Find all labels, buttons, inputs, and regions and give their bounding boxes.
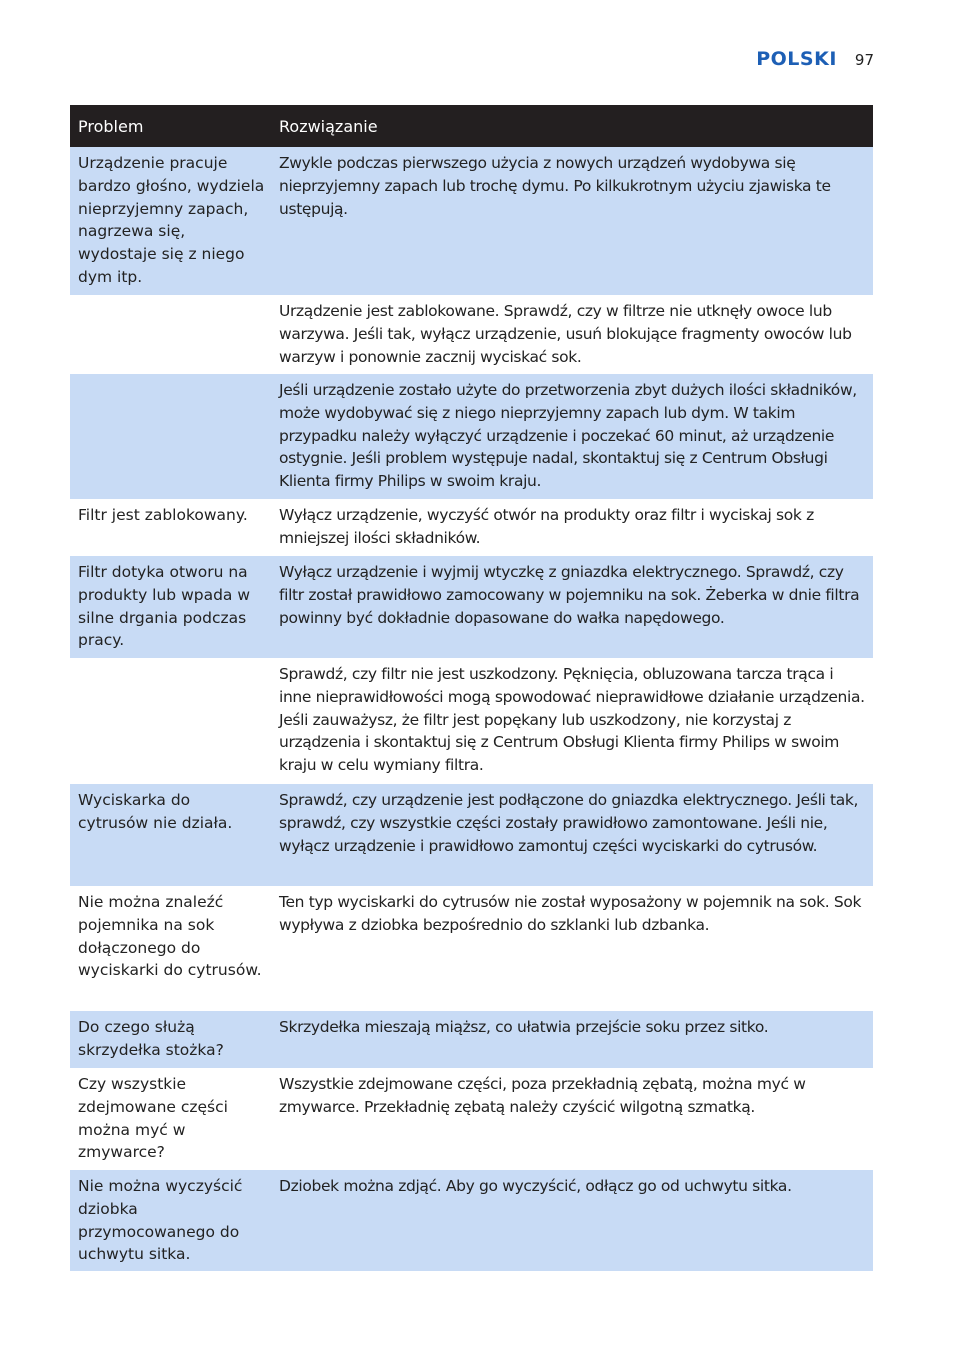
table-row: [70, 556, 873, 658]
problem-cell: Urządzenie pracuje bardzo głośno, wydziela nieprzyjemny zapach, nagrzewa się, wydostaje się z niego dym itp.: [78, 154, 265, 286]
problem-cell: Do czego służą skrzydełka stożka?: [78, 1018, 224, 1059]
column-header-solution: Rozwiązanie: [279, 116, 378, 136]
page-header: [756, 48, 874, 70]
problem-cell: Czy wszystkie zdejmowane części można myć w zmywarce?: [78, 1075, 228, 1162]
solution-cell: Dziobek można zdjąć. Aby go wyczyścić, odłącz go od uchwytu sitka.: [279, 1177, 792, 1195]
page-number: 97: [854, 51, 874, 69]
table-row: [70, 374, 873, 499]
language-label: POLSKI: [756, 48, 837, 70]
solution-cell: Urządzenie jest zablokowane. Sprawdź, czy w filtrze nie utknęły owoce lub warzywa. Jeśli tak, wyłącz urządzenie, usuń blokujące fragmenty owoców lub warzyw i ponownie zacznij wyciskać sok.: [279, 302, 852, 366]
solution-cell: Sprawdź, czy urządzenie jest podłączone do gniazdka elektrycznego. Jeśli tak, sprawdź, czy wszystkie części zostały prawidłowo zamontowane. Jeśli nie, wyłącz urządzenie i prawidłowo zamontuj części wyciskarki do cytrusów.: [279, 791, 859, 855]
solution-cell: Skrzydełka mieszają miąższ, co ułatwia przejście soku przez sitko.: [279, 1018, 769, 1036]
solution-cell: Wyłącz urządzenie i wyjmij wtyczkę z gniazdka elektrycznego. Sprawdź, czy filtr został prawidłowo zamocowany w pojemniku na sok. Żeberka w dnie filtra powinny być dokładnie dopasowane do wałka napędowego.: [279, 563, 860, 627]
column-header-problem: Problem: [78, 116, 144, 136]
table-header: [70, 105, 873, 147]
problem-cell: Filtr dotyka otworu na produkty lub wpada w silne drgania podczas pracy.: [78, 563, 251, 650]
solution-cell: Sprawdź, czy filtr nie jest uszkodzony. Pęknięcia, obluzowana tarcza trąca i inne nieprawidłowości mogą spowodować nieprawidłowe działanie urządzenia. Jeśli zauważysz, że filtr jest popękany lub uszkodzony, nie korzystaj z urządzenia i skontaktuj się z Centrum Obsługi Klienta firmy Philips w swoim kraju w celu wymiany filtra.: [279, 665, 865, 775]
solution-cell: Ten typ wyciskarki do cytrusów nie został wyposażony w pojemnik na sok. Sok wypływa z dziobka bezpośrednio do szklanki lub dzbanka.: [279, 893, 862, 934]
table-row: [70, 784, 873, 886]
troubleshooting-table: [70, 105, 873, 1271]
table-row: [70, 295, 873, 374]
table-row: [70, 1068, 873, 1170]
solution-cell: Wyłącz urządzenie, wyczyść otwór na produkty oraz filtr i wyciskaj sok z mniejszej ilości składników.: [279, 506, 814, 547]
problem-cell: Wyciskarka do cytrusów nie działa.: [78, 791, 233, 832]
solution-cell: Wszystkie zdejmowane części, poza przekładnią zębatą, można myć w zmywarce. Przekładnię zębatą należy czyścić wilgotną szmatką.: [279, 1075, 806, 1116]
table-row: [70, 1011, 873, 1068]
table-row: [70, 499, 873, 556]
problem-cell: Filtr jest zablokowany.: [78, 506, 248, 524]
table-row: [70, 147, 873, 295]
solution-cell: Jeśli urządzenie zostało użyte do przetworzenia zbyt dużych ilości składników, może wydobywać się z niego nieprzyjemny zapach lub dym. W takim przypadku należy wyłączyć urządzenie i poczekać 60 minut, aż urządzenie ostygnie. Jeśli problem występuje nadal, skontaktuj się z Centrum Obsługi Klienta firmy Philips w swoim kraju.: [279, 381, 857, 491]
problem-cell: Nie można wyczyścić dziobka przymocowanego do uchwytu sitka.: [78, 1177, 243, 1264]
solution-cell: Zwykle podczas pierwszego użycia z nowych urządzeń wydobywa się nieprzyjemny zapach lub trochę dymu. Po kilkukrotnym użyciu zjawiska te ustępują.: [279, 154, 831, 218]
table-row: [70, 886, 873, 1011]
problem-cell: Nie można znaleźć pojemnika na sok dołączonego do wyciskarki do cytrusów.: [78, 893, 262, 980]
table-row: [70, 1170, 873, 1271]
table-row: [70, 658, 873, 784]
